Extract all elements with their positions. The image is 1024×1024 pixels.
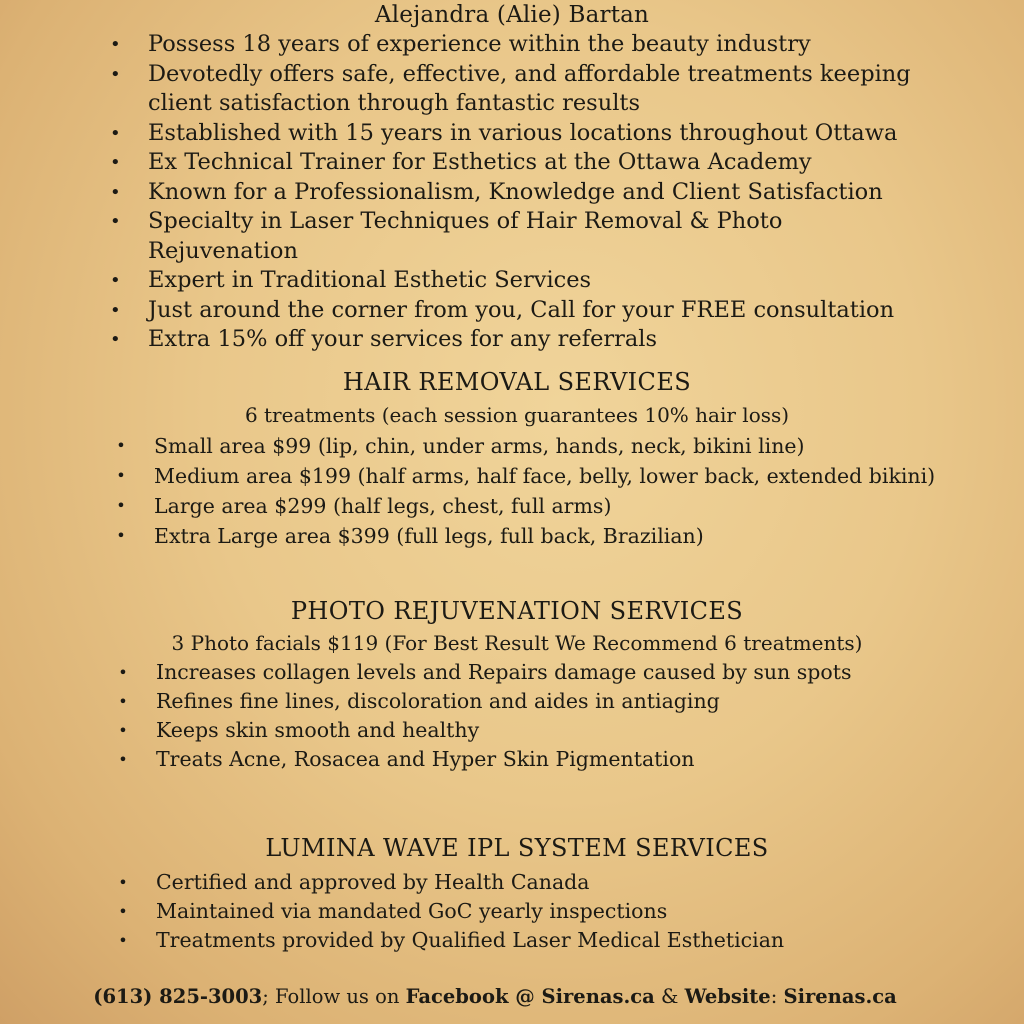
list-item-text: Extra Large area $399 (full legs, full back, Brazilian)	[154, 524, 704, 548]
bullet-icon: •	[110, 63, 121, 85]
bullet-icon: •	[118, 931, 128, 950]
website-label: Website	[684, 985, 771, 1008]
list-item	[118, 926, 958, 955]
bullet-icon: •	[110, 122, 121, 144]
footer-follow-text: ; Follow us on	[262, 985, 406, 1008]
bullet-icon: •	[110, 211, 121, 232]
bullet-icon: •	[118, 721, 128, 740]
list-item	[110, 60, 930, 119]
bullet-icon: •	[116, 466, 126, 485]
hair-removal-list	[116, 431, 956, 551]
list-item-text: Extra 15% off your services for any referrals	[148, 326, 658, 352]
list-item-text: Expert in Traditional Esthetic Services	[148, 267, 592, 293]
list-item	[116, 521, 956, 551]
list-item	[116, 491, 956, 521]
list-item	[118, 745, 958, 774]
facebook-link[interactable]: Facebook @ Sirenas.ca	[405, 985, 655, 1008]
bullet-icon: •	[116, 526, 126, 545]
list-item	[110, 30, 930, 60]
photo-rejuvenation-subtitle: 3 Photo facials $119 (For Best Result We Recommend 6 treatments)	[171, 631, 863, 655]
list-item	[116, 431, 956, 461]
list-item-text: Treats Acne, Rosacea and Hyper Skin Pigmentation	[156, 747, 695, 771]
list-item-text: Known for a Professionalism, Knowledge and Client Satisfaction	[148, 178, 883, 205]
photo-rejuvenation-heading: PHOTO REJUVENATION SERVICES	[290, 597, 744, 625]
list-item-text: Devotedly offers safe, effective, and affordable treatments keeping client satisfaction through fantastic results	[148, 60, 911, 116]
list-item	[110, 296, 930, 326]
list-item-text: Specialty in Laser Techniques of Hair Removal & Photo Rejuvenation	[148, 208, 783, 264]
list-item-text: Just around the corner from you, Call for your FREE consultation	[148, 296, 895, 323]
footer-colon: :	[770, 985, 784, 1008]
bullet-icon: •	[118, 692, 128, 711]
lumina-wave-heading: LUMINA WAVE IPL SYSTEM SERVICES	[265, 834, 769, 862]
photo-rejuvenation-list	[118, 658, 958, 774]
list-item-text: Medium area $199 (half arms, half face, belly, lower back, extended bikini)	[154, 464, 936, 488]
footer-and-text: &	[654, 985, 685, 1008]
list-item-text: Ex Technical Trainer for Esthetics at the Ottawa Academy	[148, 149, 812, 175]
bullet-icon: •	[116, 496, 126, 515]
list-item-text: Possess 18 years of experience within the beauty industry	[148, 31, 811, 57]
hair-removal-heading: HAIR REMOVAL SERVICES	[342, 368, 692, 396]
list-item-text: Established with 15 years in various locations throughout Ottawa	[148, 119, 898, 146]
list-item	[118, 897, 958, 926]
hair-removal-subtitle: 6 treatments (each session guarantees 10% hair loss)	[244, 403, 790, 427]
list-item	[110, 148, 930, 178]
list-item	[118, 687, 958, 716]
list-item-text: Large area $299 (half legs, chest, full arms)	[154, 494, 612, 518]
bullet-icon: •	[110, 270, 121, 291]
list-item	[118, 716, 958, 745]
list-item	[110, 207, 930, 266]
esthetician-name: Alejandra (Alie) Bartan	[374, 2, 650, 28]
list-item	[110, 325, 930, 355]
bullet-icon: •	[118, 873, 128, 892]
list-item-text: Increases collagen levels and Repairs damage caused by sun spots	[156, 660, 852, 684]
list-item-text: Keeps skin smooth and healthy	[156, 718, 480, 742]
bullet-icon: •	[116, 436, 126, 455]
bullet-icon: •	[118, 902, 128, 921]
list-item-text: Refines fine lines, discoloration and aides in antiaging	[156, 689, 720, 713]
list-item-text: Treatments provided by Qualified Laser Medical Esthetician	[156, 928, 785, 952]
list-item	[118, 868, 958, 897]
list-item	[110, 119, 930, 149]
contact-footer	[0, 982, 990, 1012]
phone-number[interactable]: (613) 825-3003	[93, 985, 263, 1008]
lumina-wave-list	[118, 868, 958, 955]
list-item	[118, 658, 958, 687]
list-item-text: Certified and approved by Health Canada	[156, 870, 590, 894]
bullet-icon: •	[118, 750, 128, 769]
profile-points-list	[110, 30, 930, 355]
list-item	[116, 461, 956, 491]
bullet-icon: •	[110, 181, 121, 203]
bullet-icon: •	[118, 663, 128, 682]
list-item	[110, 178, 930, 208]
list-item	[110, 266, 930, 296]
bullet-icon: •	[110, 299, 121, 321]
bullet-icon: •	[110, 152, 121, 173]
bullet-icon: •	[110, 329, 121, 350]
bullet-icon: •	[110, 34, 121, 55]
list-item-text: Small area $99 (lip, chin, under arms, hands, neck, bikini line)	[154, 434, 805, 458]
website-link[interactable]: Sirenas.ca	[783, 985, 897, 1008]
list-item-text: Maintained via mandated GoC yearly inspections	[156, 899, 668, 923]
